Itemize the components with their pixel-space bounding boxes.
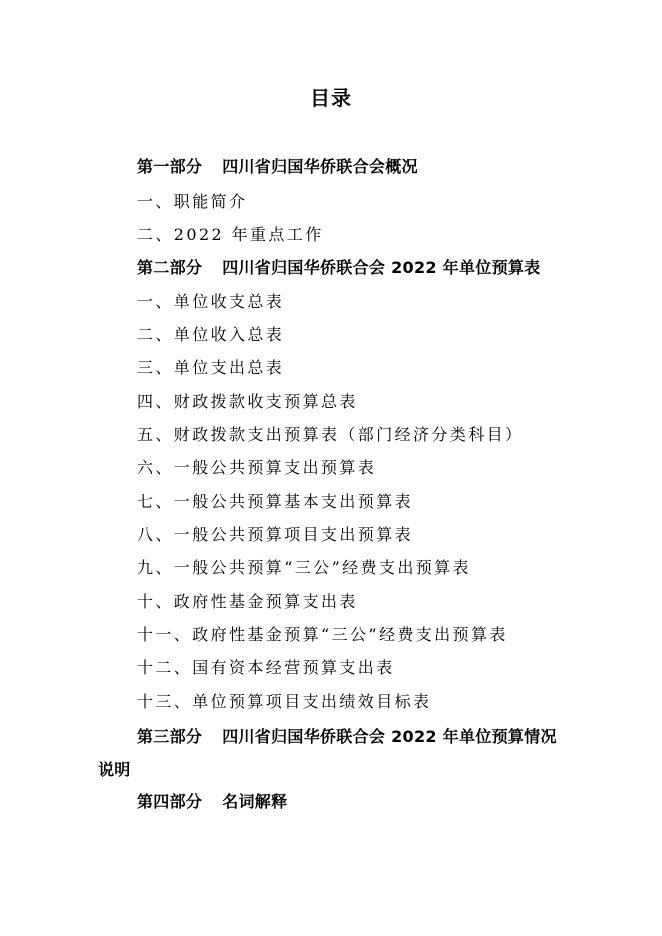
toc-item-2-2[interactable]: 二、单位收入总表 [137, 325, 285, 344]
toc-item-2-9[interactable]: 九、一般公共预算“三公”经费支出预算表 [137, 558, 471, 577]
toc-part-1[interactable] [137, 155, 577, 179]
toc-part-4-head: 第四部分 [137, 792, 203, 811]
toc-item-2-5[interactable]: 五、财政拨款支出预算表（部门经济分类科目） [137, 425, 524, 444]
toc-item-2-10[interactable]: 十、政府性基金预算支出表 [137, 592, 358, 611]
toc-part-2-text: 四川省归国华侨联合会 2022 年单位预算表 [222, 258, 541, 277]
toc-part-4[interactable] [137, 790, 577, 814]
toc-item-2-12[interactable]: 十二、国有资本经营预算支出表 [137, 658, 395, 677]
toc-item-2-13[interactable]: 十三、单位预算项目支出绩效目标表 [137, 692, 432, 711]
toc-part-3-text: 四川省归国华侨联合会 2022 年单位预算情况说明 [98, 727, 557, 779]
toc-item-2-7[interactable]: 七、一般公共预算基本支出预算表 [137, 492, 414, 511]
toc-item-1-2[interactable]: 二、2022 年重点工作 [137, 225, 324, 244]
toc-part-2-head: 第二部分 [137, 258, 203, 277]
toc-item-2-6[interactable]: 六、一般公共预算支出预算表 [137, 458, 377, 477]
toc-part-1-text: 四川省归国华侨联合会概况 [222, 157, 418, 176]
toc-part-3[interactable] [98, 720, 568, 786]
toc-item-2-1[interactable]: 一、单位收支总表 [137, 292, 285, 311]
toc-part-2[interactable] [137, 256, 577, 280]
toc-item-2-4[interactable]: 四、财政拨款收支预算总表 [137, 392, 358, 411]
toc-item-2-8[interactable]: 八、一般公共预算项目支出预算表 [137, 525, 414, 544]
toc-part-1-head: 第一部分 [137, 157, 203, 176]
toc-part-3-head: 第三部分 [137, 727, 203, 746]
toc-part-4-text: 名词解释 [222, 792, 288, 811]
toc-item-2-3[interactable]: 三、单位支出总表 [137, 358, 285, 377]
toc-item-2-11[interactable]: 十一、政府性基金预算“三公”经费支出预算表 [137, 625, 508, 644]
toc-item-1-1[interactable]: 一、职能简介 [137, 192, 248, 211]
page-title: 目录 [310, 86, 352, 110]
